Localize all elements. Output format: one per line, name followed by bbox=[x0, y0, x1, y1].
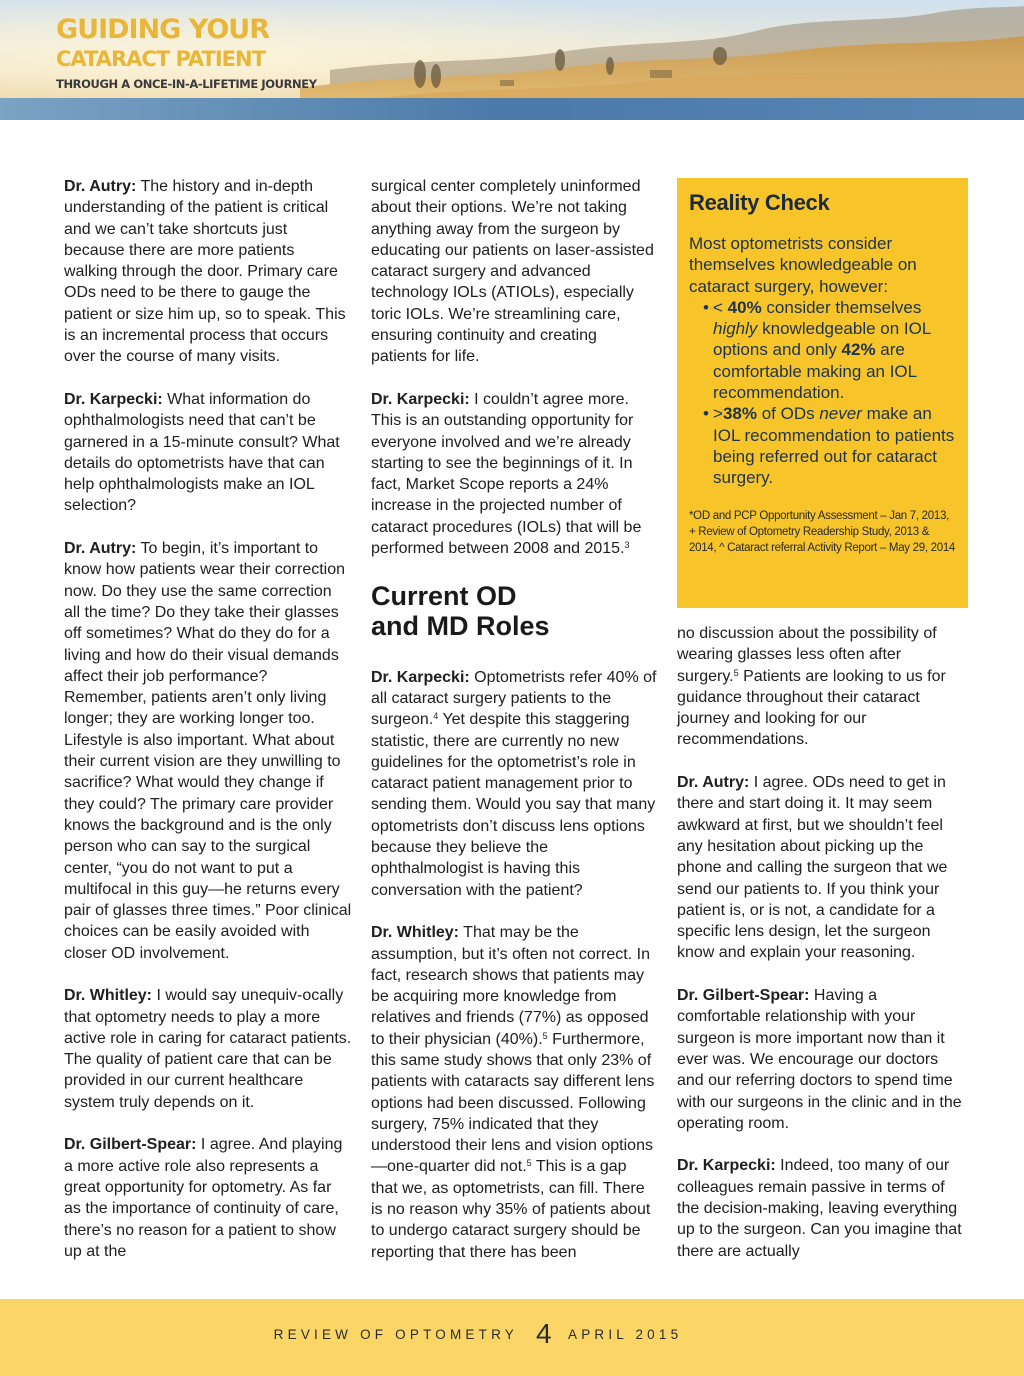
bullet-icon: • bbox=[703, 297, 709, 317]
speaker-name: Dr. Autry: bbox=[64, 540, 137, 558]
paragraph bbox=[677, 623, 962, 751]
publication-name: REVIEW OF OPTOMETRY bbox=[273, 1327, 518, 1342]
header-banner bbox=[0, 0, 1024, 120]
citation: 5 bbox=[733, 667, 739, 678]
paragraph bbox=[64, 985, 352, 1113]
paragraph-text: I agree. And playing a more active role also represents a great opportunity for optometry. As far as the importance of continuity of care, there’s no reason for a patient to show up at the bbox=[64, 1136, 343, 1260]
issue-date: APRIL 2015 bbox=[568, 1327, 683, 1342]
text: make an IOL recommendation to patients being referred out for cataract surgery. bbox=[713, 404, 955, 488]
section-heading-line2: and MD Roles bbox=[371, 610, 550, 641]
page-footer bbox=[0, 1299, 1024, 1376]
paragraph-text: Having a comfortable relationship with your surgeon is more important now than it ever was. We encourage our doctors and our referring doctors to spend time with our surgeons in the clinic and in the operating room. bbox=[677, 987, 962, 1132]
speaker-name: Dr. Whitley: bbox=[64, 987, 153, 1005]
paragraph bbox=[371, 667, 657, 901]
paragraph-text: no discussion about the possibility of wearing glasses less often after surgery. bbox=[677, 625, 937, 685]
header-title-line1: GUIDING YOUR bbox=[56, 14, 270, 45]
paragraph bbox=[64, 389, 352, 517]
emphasis: never bbox=[819, 404, 862, 424]
section-heading-line1: Current OD bbox=[371, 580, 517, 611]
citation: 5 bbox=[542, 1030, 548, 1041]
sidebar-list-item bbox=[703, 297, 956, 403]
paragraph-text: What information do ophthalmologists need that can’t be garnered in a 15-minute consult? What details do optometrists have that can help ophthalmologists make an IOL selection? bbox=[64, 390, 340, 515]
section-heading bbox=[371, 581, 657, 641]
citation: 4 bbox=[433, 711, 439, 722]
paragraph-text: That may be the assumption, but it’s often not correct. In fact, research shows that patients may be acquiring more knowledge from relatives and friends (77%) as opposed to their physician (40%). bbox=[371, 924, 650, 1048]
paragraph bbox=[677, 772, 962, 964]
sidebar-intro: Most optometrists consider themselves knowledgeable on cataract surgery, however: bbox=[689, 234, 917, 296]
paragraph bbox=[64, 538, 352, 964]
reality-check-sidebar bbox=[677, 178, 968, 608]
header-title-line2: CATARACT PATIENT bbox=[56, 47, 265, 71]
header-subtitle: THROUGH A ONCE-IN-A-LIFETIME JOURNEY bbox=[56, 77, 317, 91]
paragraph bbox=[64, 176, 352, 368]
speaker-name: Dr. Gilbert-Spear: bbox=[64, 1136, 197, 1154]
citation: 5 bbox=[526, 1158, 532, 1169]
paragraph-text: surgical center completely uninformed about their options. We’re not taking anything away from the surgeon by educating our patients on laser-assisted cataract surgery and advanced technology IOLs (ATIOLs), especially toric IOLs. We’re streamlining care, ensuring continuity and creating patients for life. bbox=[371, 178, 654, 366]
stat: 42% bbox=[841, 340, 876, 360]
speaker-name: Dr. Karpecki: bbox=[677, 1157, 776, 1175]
paragraph-text: The history and in-depth understanding of the patient is critical and we can’t take shortcuts just because there are more patients walking through the door. Primary care ODs need to be there to gauge the patient or size him up, so to speak. This is an incremental process that occurs over the course of many visits. bbox=[64, 178, 346, 366]
speaker-name: Dr. Autry: bbox=[677, 774, 750, 792]
paragraph-text: Patients are looking to us for guidance throughout their cataract journey and looking for our recommendations. bbox=[677, 667, 946, 749]
paragraph-text: I couldn’t agree more. This is an outstanding opportunity for everyone involved and we’re already starting to see the beginnings of it. In fact, Market Scope reports a 24% increase in the projected number of cataract procedures (IOLs) that will be performed between 2008 and 2015. bbox=[371, 390, 642, 558]
paragraph-text: To begin, it’s important to know how patients wear their correction now. Do they use the same correction all the time? Do they take their glasses off sometimes? What do they do for a living and how do their visual demands affect their job performance? Remember, patients aren’t only living longer; they are working longer too. Lifestyle is also important. What about their current vision are they unwilling to sacrifice? What would they change if they could? The primary care provider knows the background and is the only person who can say to the surgical center, “you do not want to put a multifocal in this guy—he returns every pair of glasses three times.” Poor clinical choices can be easily avoided with closer OD involvement. bbox=[64, 540, 352, 962]
column-3 bbox=[677, 623, 962, 1283]
stat: 40% bbox=[727, 297, 762, 317]
text: are comfortable making an IOL recommendation. bbox=[713, 340, 917, 403]
speaker-name: Dr. Karpecki: bbox=[371, 390, 470, 408]
stat: 38% bbox=[722, 404, 757, 424]
paragraph bbox=[371, 922, 657, 1263]
speaker-name: Dr. Karpecki: bbox=[64, 390, 163, 408]
page-number: 4 bbox=[536, 1318, 552, 1349]
paragraph-text: I agree. ODs need to get in there and start doing it. It may seem awkward at first, but we shouldn’t feel any hesitation about picking up the phone and calling the surgeon that we send our patients to. If you think your patient is, or is not, a candidate for a specific lens design, let the surgeon know and explain your reasoning. bbox=[677, 774, 948, 962]
column-2 bbox=[371, 176, 657, 1284]
text: < bbox=[713, 297, 728, 317]
emphasis: highly bbox=[713, 319, 758, 339]
bullet-icon: • bbox=[703, 404, 709, 424]
sidebar-list-item bbox=[703, 403, 956, 488]
text: consider themselves bbox=[761, 297, 922, 317]
speaker-name: Dr. Karpecki: bbox=[371, 668, 470, 686]
text: knowledgeable on IOL options and only bbox=[713, 319, 931, 360]
sidebar-title: Reality Check bbox=[689, 190, 830, 215]
paragraph-text: Yet despite this staggering statistic, there are currently no new guidelines for the optometrist’s role in cataract patient management prior to sending them. Would you say that many optometrists don’t discuss lens options because they believe the ophthalmologist is having this conversation with the patient? bbox=[371, 711, 656, 899]
text: of ODs bbox=[756, 404, 820, 424]
column-1 bbox=[64, 176, 352, 1283]
sidebar-footnote: *OD and PCP Opportunity Assessment – Jan 7, 2013, + Review of Optometry Readership Study, 2013 & 2014, ^ Cataract referral Activity Report – May 29, 2014 bbox=[689, 509, 956, 554]
paragraph-text: I would say unequiv-ocally that optometry needs to play a more active role in caring for cataract patients. The quality of patient care that can be provided in our current healthcare system truly depends on it. bbox=[64, 987, 352, 1111]
text: > bbox=[713, 404, 723, 424]
paragraph-text: Indeed, too many of our colleagues remain passive in terms of the decision-making, leaving everything up to the surgeon. Can you imagine that there are actually bbox=[677, 1157, 962, 1260]
banner-blue-bar bbox=[0, 98, 1024, 120]
paragraph bbox=[371, 176, 657, 368]
paragraph-text: Furthermore, this same study shows that only 23% of patients with cataracts say different lens options had been discussed. Following surgery, 75% indicated that they understood their lens and vision options—one-quarter did not. bbox=[371, 1030, 655, 1176]
paragraph bbox=[677, 1155, 962, 1261]
speaker-name: Dr. Autry: bbox=[64, 178, 137, 195]
citation: 3 bbox=[624, 540, 630, 551]
paragraph bbox=[64, 1134, 352, 1262]
sidebar-list bbox=[689, 297, 956, 489]
paragraph-text: Optometrists refer 40% of all cataract surgery patients to the surgeon. bbox=[371, 668, 657, 729]
paragraph-text: This is a gap that we, as optometrists, can fill. There is no reason why 35% of patients about to undergo cataract surgery should be reporting that there has been bbox=[371, 1158, 651, 1261]
paragraph bbox=[371, 389, 657, 559]
paragraph bbox=[677, 985, 962, 1134]
speaker-name: Dr. Whitley: bbox=[371, 924, 460, 942]
speaker-name: Dr. Gilbert-Spear: bbox=[677, 987, 810, 1005]
